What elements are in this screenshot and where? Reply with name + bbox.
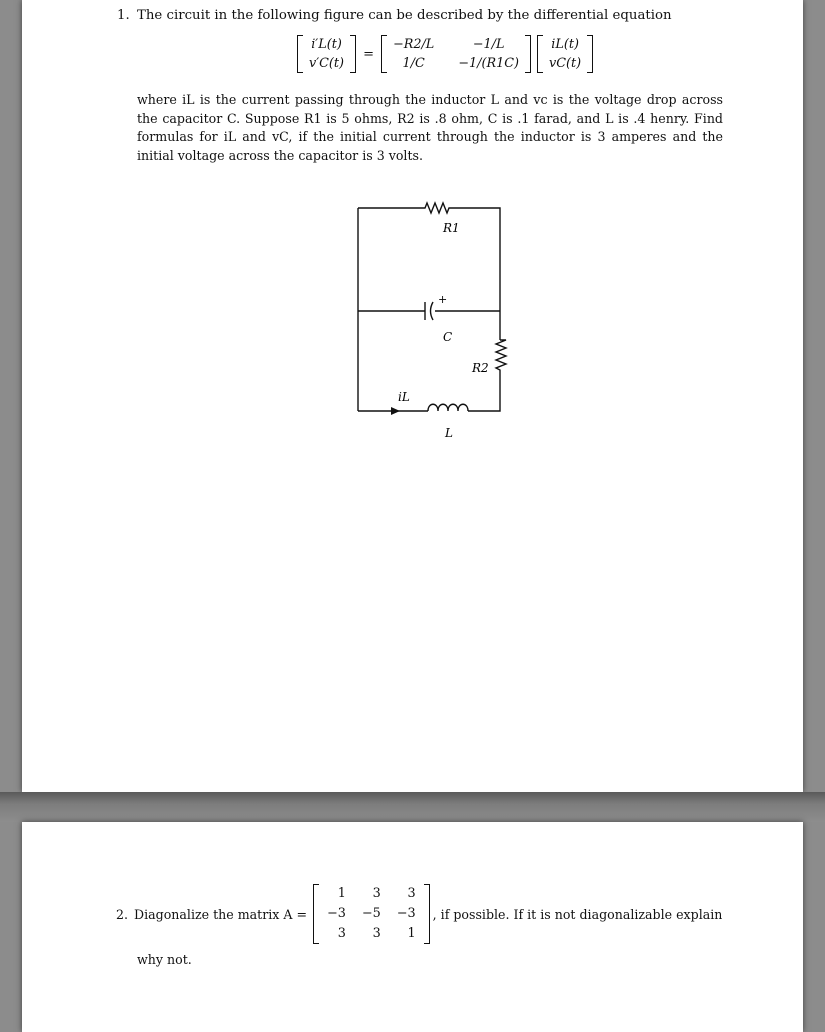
r2-label: R2 [472,361,489,375]
matrix-entry: −R2/L [392,37,435,52]
equals-sign: = [363,46,374,62]
problem-2 [116,884,722,944]
matrix-entry: 3 [407,886,416,901]
differential-equation [297,35,593,73]
matrix-entry: −1/(R1C) [458,56,520,71]
coefficient-matrix [381,35,531,73]
matrix-entry: 1/C [402,56,425,71]
rhs-entry: iL(t) [551,37,579,52]
lhs-entry: v′C(t) [309,56,345,71]
problem-2-continuation: why not. [137,952,192,967]
problem-1-intro: The circuit in the following figure can be described by the differential equation [137,8,672,23]
capacitor-plus-label: + [438,293,448,306]
matrix-entry: 1 [407,926,416,941]
lhs-entry: i′L(t) [311,37,342,52]
problem-2-number: 2. [116,906,129,922]
r1-label: R1 [443,221,460,235]
inductor-coil [428,404,468,411]
current-arrow-icon [391,407,400,415]
page-2 [22,822,803,1032]
matrix-entry: −5 [361,906,381,921]
lhs-vector [297,35,356,73]
r1-resistor-wire [358,203,500,340]
matrix-entry: 1 [337,886,346,901]
rhs-entry: vC(t) [549,56,582,71]
matrix-entry: 3 [337,926,346,941]
matrix-entry: −1/L [472,37,505,52]
capacitor-label: C [443,330,453,344]
current-label: iL [398,390,410,404]
r2-resistor [468,340,506,411]
problem-2-suffix: , if possible. If it is not diagonalizable explain [432,906,723,922]
matrix-entry: 3 [372,886,381,901]
matrix-entry: −3 [327,906,346,921]
problem-1-description: where iL is the current passing through the inductor L and vc is the voltage drop across the capacitor C. Suppose R1 is 5 ohms, R2 is .8 ohm, C is .1 farad, and L is .4 henry. Find formulas for iL and vC, if the initial current through the inductor is 3 amperes and the initial voltage across the capacitor is 3 volts. [137,92,723,163]
inductor-label: L [445,426,453,440]
matrix-entry: 3 [372,926,381,941]
rhs-vector [537,35,593,73]
page-1 [22,0,803,792]
capacitor-curved-plate [431,302,434,320]
matrix-entry: −3 [396,906,416,921]
circuit-diagram [322,190,562,450]
problem-1-number: 1. [117,8,130,23]
page-gap [0,792,825,822]
matrix-a [313,884,430,944]
problem-2-prefix: Diagonalize the matrix A = [134,906,308,922]
